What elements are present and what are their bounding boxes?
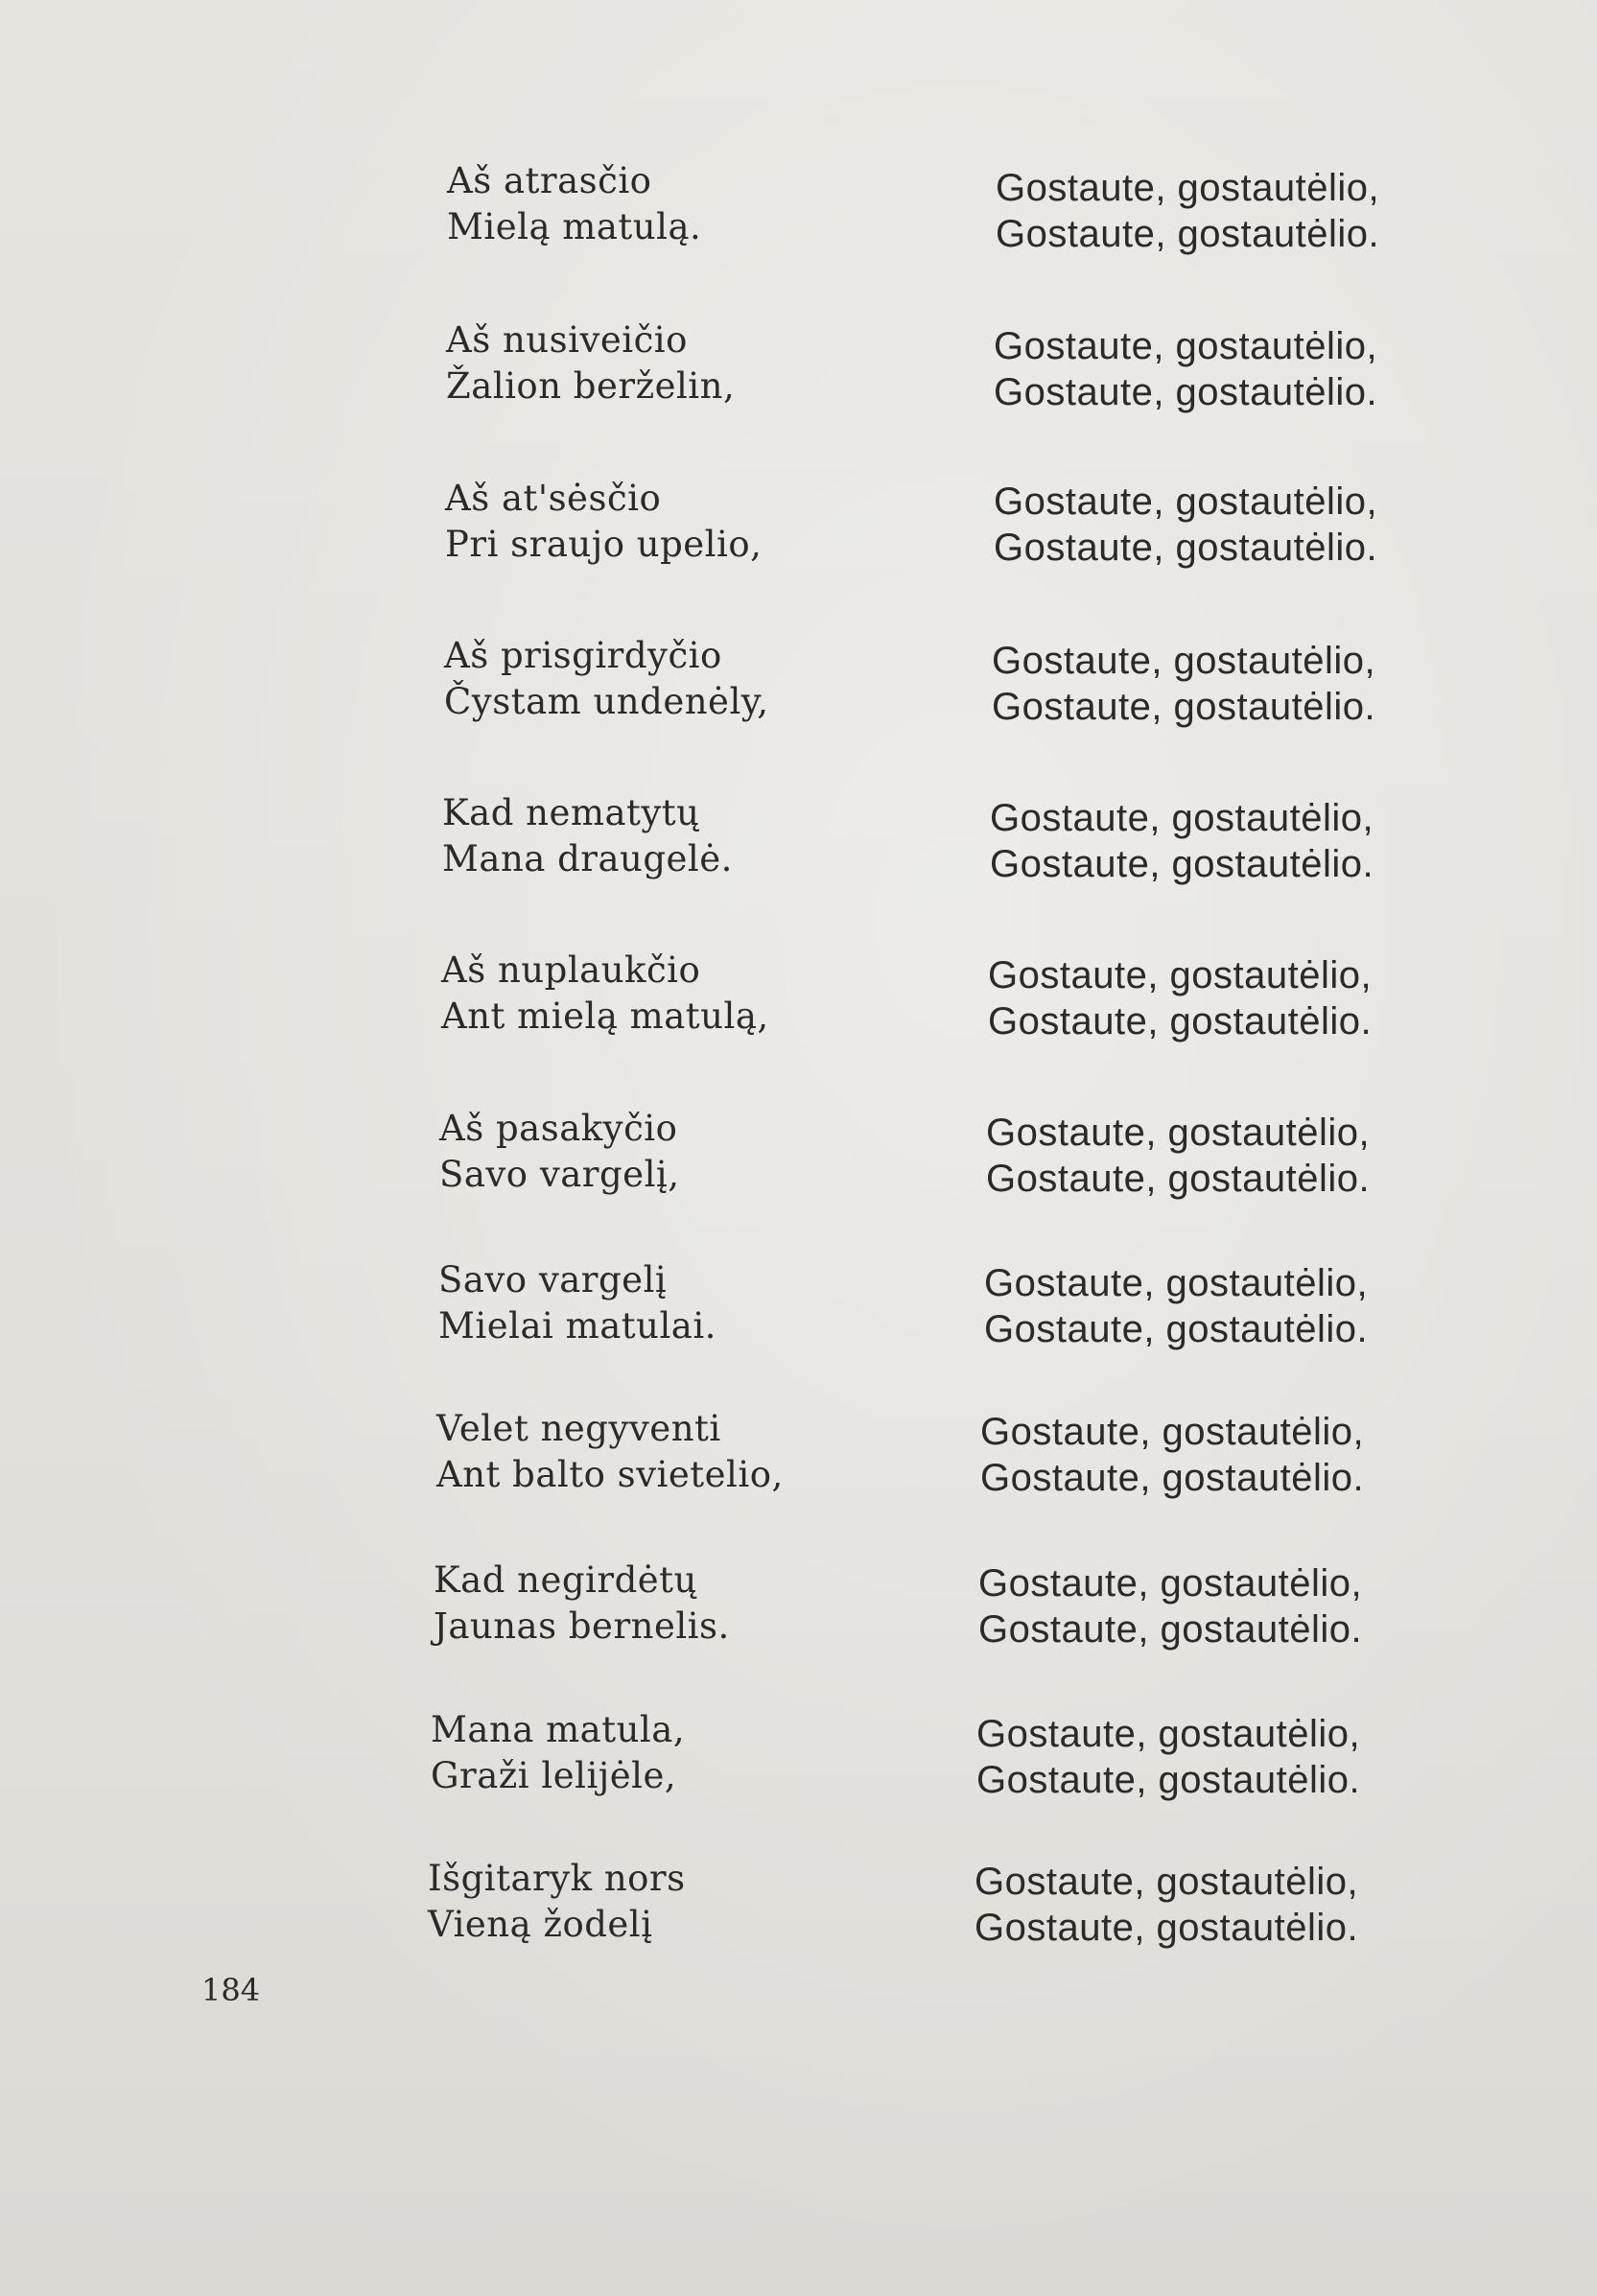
stanza-10-refrain: [978, 1560, 1362, 1656]
stanza-11-refrain: [976, 1711, 1360, 1807]
refrain-line: Gostaute, gostautėlio.: [984, 1308, 1369, 1350]
stanza-line: Velet negyventi: [436, 1408, 721, 1449]
refrain-line: Gostaute, gostautėlio.: [988, 1000, 1373, 1043]
stanza-2-refrain: [994, 323, 1377, 419]
stanza-6-refrain: [988, 952, 1372, 1048]
stanza-line: Savo vargelį,: [439, 1154, 680, 1195]
stanza-11-left: [431, 1707, 685, 1803]
refrain-line: Gostaute, gostautėlio.: [975, 1907, 1359, 1949]
stanza-5-left: [442, 790, 733, 886]
stanza-line: Savo vargelį: [438, 1259, 668, 1300]
stanza-line: Mielą matulą.: [447, 206, 702, 247]
stanza-9-left: [436, 1406, 784, 1502]
stanza-10-left: [434, 1558, 730, 1653]
stanza-line: Aš atrasčio: [447, 160, 652, 201]
stanza-line: Jaunas bernelis.: [434, 1605, 730, 1647]
refrain-line: Gostaute, gostautėlio,: [978, 1562, 1363, 1605]
refrain-line: Gostaute, gostautėlio,: [992, 640, 1376, 682]
stanza-line: Aš nuplaukčio: [441, 949, 701, 991]
refrain-line: Gostaute, gostautėlio.: [986, 1158, 1371, 1200]
refrain-line: Gostaute, gostautėlio,: [988, 954, 1373, 996]
stanza-9-refrain: [980, 1409, 1364, 1505]
refrain-line: Gostaute, gostautėlio,: [984, 1262, 1369, 1304]
refrain-line: Gostaute, gostautėlio.: [990, 843, 1374, 885]
stanza-line: Ant mielą matulą,: [441, 996, 769, 1037]
stanza-line: Čystam undenėly,: [444, 681, 769, 722]
refrain-line: Gostaute, gostautėlio.: [976, 1759, 1361, 1801]
refrain-line: Gostaute, gostautėlio.: [994, 527, 1378, 569]
stanza-7-refrain: [986, 1110, 1370, 1206]
stanza-5-refrain: [990, 795, 1374, 891]
refrain-line: Gostaute, gostautėlio,: [975, 1861, 1359, 1903]
stanza-line: Mana draugelė.: [442, 838, 733, 879]
stanza-6-left: [441, 948, 769, 1043]
refrain-line: Gostaute, gostautėlio,: [994, 325, 1378, 367]
stanza-line: Ant balto svietelio,: [436, 1454, 784, 1495]
stanza-1-left: [447, 158, 701, 254]
stanza-line: Kad nematytų: [442, 792, 700, 833]
refrain-line: Gostaute, gostautėlio.: [994, 371, 1378, 413]
stanza-8-left: [438, 1257, 716, 1353]
refrain-line: Gostaute, gostautėlio.: [980, 1457, 1365, 1499]
refrain-line: Gostaute, gostautėlio,: [990, 797, 1374, 839]
stanza-line: Mielai matulai.: [438, 1305, 716, 1347]
stanza-2-left: [446, 317, 735, 413]
stanza-line: Žalion berželin,: [446, 365, 736, 407]
stanza-line: Kad negirdėtų: [434, 1559, 697, 1601]
refrain-line: Gostaute, gostautėlio,: [976, 1713, 1361, 1755]
stanza-line: Aš pasakyčio: [439, 1108, 678, 1149]
stanza-1-refrain: [996, 165, 1379, 261]
stanza-line: Graži lelijėle,: [431, 1755, 677, 1796]
stanza-line: Aš at'sėsčio: [445, 478, 662, 519]
stanza-8-refrain: [984, 1260, 1368, 1356]
stanza-line: Pri sraujo upelio,: [445, 524, 763, 565]
refrain-line: Gostaute, gostautėlio.: [996, 213, 1380, 255]
refrain-line: Gostaute, gostautėlio.: [978, 1608, 1363, 1651]
stanza-line: Išgitaryk nors: [428, 1858, 686, 1899]
stanza-3-refrain: [994, 479, 1377, 574]
stanza-12-refrain: [975, 1859, 1358, 1955]
refrain-line: Gostaute, gostautėlio,: [994, 480, 1378, 523]
stanza-line: Aš nusiveičio: [446, 319, 688, 361]
stanza-line: Aš prisgirdyčio: [444, 635, 722, 676]
refrain-line: Gostaute, gostautėlio,: [996, 167, 1380, 209]
refrain-line: Gostaute, gostautėlio.: [992, 686, 1376, 728]
stanza-7-left: [439, 1106, 680, 1202]
stanza-3-left: [445, 476, 762, 572]
stanza-4-refrain: [992, 638, 1375, 734]
refrain-line: Gostaute, gostautėlio,: [980, 1411, 1365, 1453]
page-number: 184: [201, 1972, 261, 2008]
stanza-12-left: [428, 1856, 686, 1952]
stanza-line: Mana matula,: [431, 1709, 686, 1750]
stanza-line: Vieną žodelį: [428, 1904, 653, 1945]
stanza-4-left: [444, 633, 769, 729]
refrain-line: Gostaute, gostautėlio,: [986, 1112, 1371, 1154]
